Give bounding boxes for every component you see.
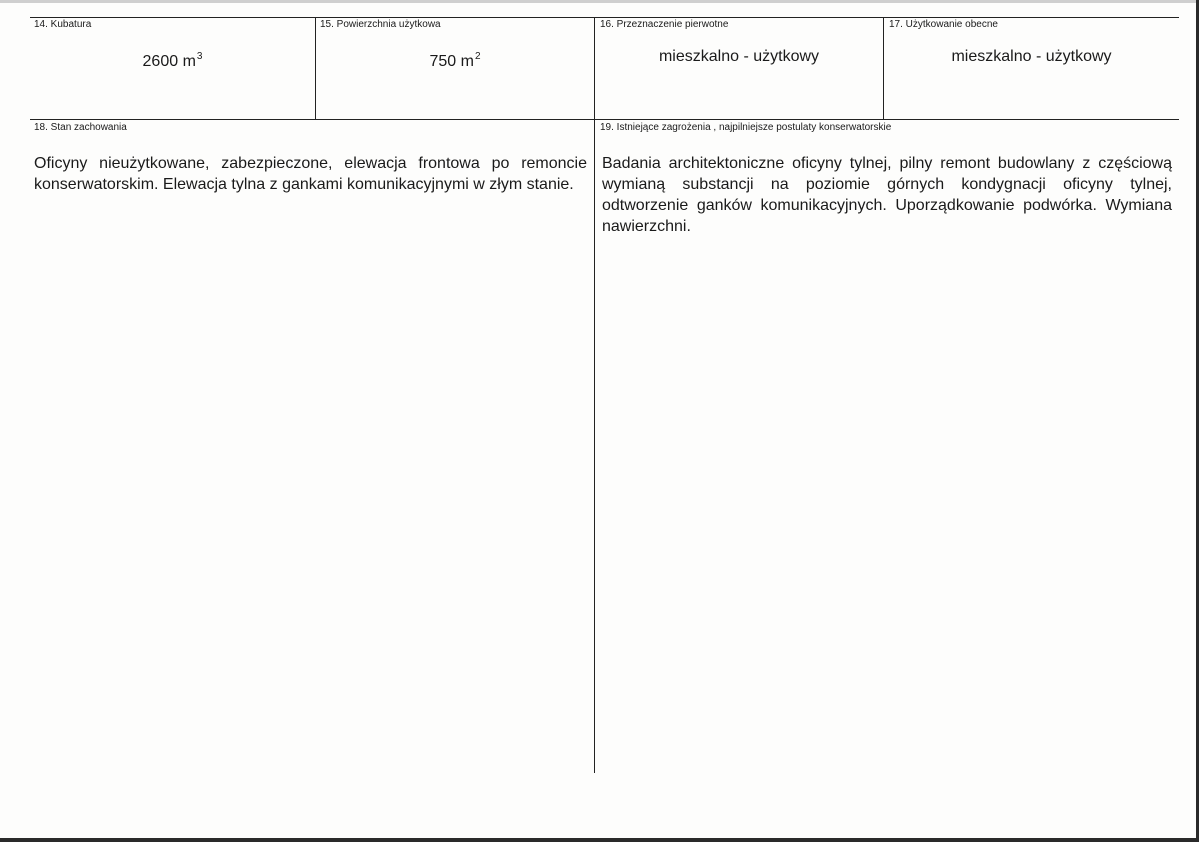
scan-edge-top xyxy=(0,0,1199,3)
scan-edge-bottom xyxy=(0,838,1199,842)
top-row-line xyxy=(30,17,1179,18)
divider-16-17 xyxy=(883,17,884,119)
uzytkowanie-label: 17. Użytkowanie obecne xyxy=(889,19,998,30)
stan-text: Oficyny nieużytkowane, zabezpieczone, elewacja frontowa po remoncie konserwatorskim. Elewacja tylna z gankami komunikacyjnymi w złym stanie. xyxy=(34,155,587,193)
middle-row-line xyxy=(30,119,1179,120)
powierzchnia-value: 750 $m^2$ xyxy=(429,51,481,70)
stan-label: 18. Stan zachowania xyxy=(34,122,127,133)
kubatura-value: 2600 $m^3$ xyxy=(142,51,203,70)
center-divider xyxy=(594,17,595,773)
zagrozenia-text: Badania architektoniczne oficyny tylnej, pilny remont budowlany z częściową wymianą substancji na poziomie górnych kondygnacji oficyny tylnej, odtworzenie ganków komunikacyjnych. Uporządkowanie podwórka. Wymiana nawierzchni. xyxy=(602,155,1172,235)
kubatura-label: 14. Kubatura xyxy=(34,19,92,30)
uzytkowanie-value: mieszkalno - użytkowy xyxy=(951,48,1112,65)
przeznaczenie-label: 16. Przeznaczenie pierwotne xyxy=(600,19,729,30)
zagrozenia-label: 19. Istniejące zagrożenia , najpilniejsze postulaty konserwatorskie xyxy=(600,122,892,133)
powierzchnia-label: 15. Powierzchnia użytkowa xyxy=(320,19,441,30)
przeznaczenie-value: mieszkalno - użytkowy xyxy=(658,48,820,65)
